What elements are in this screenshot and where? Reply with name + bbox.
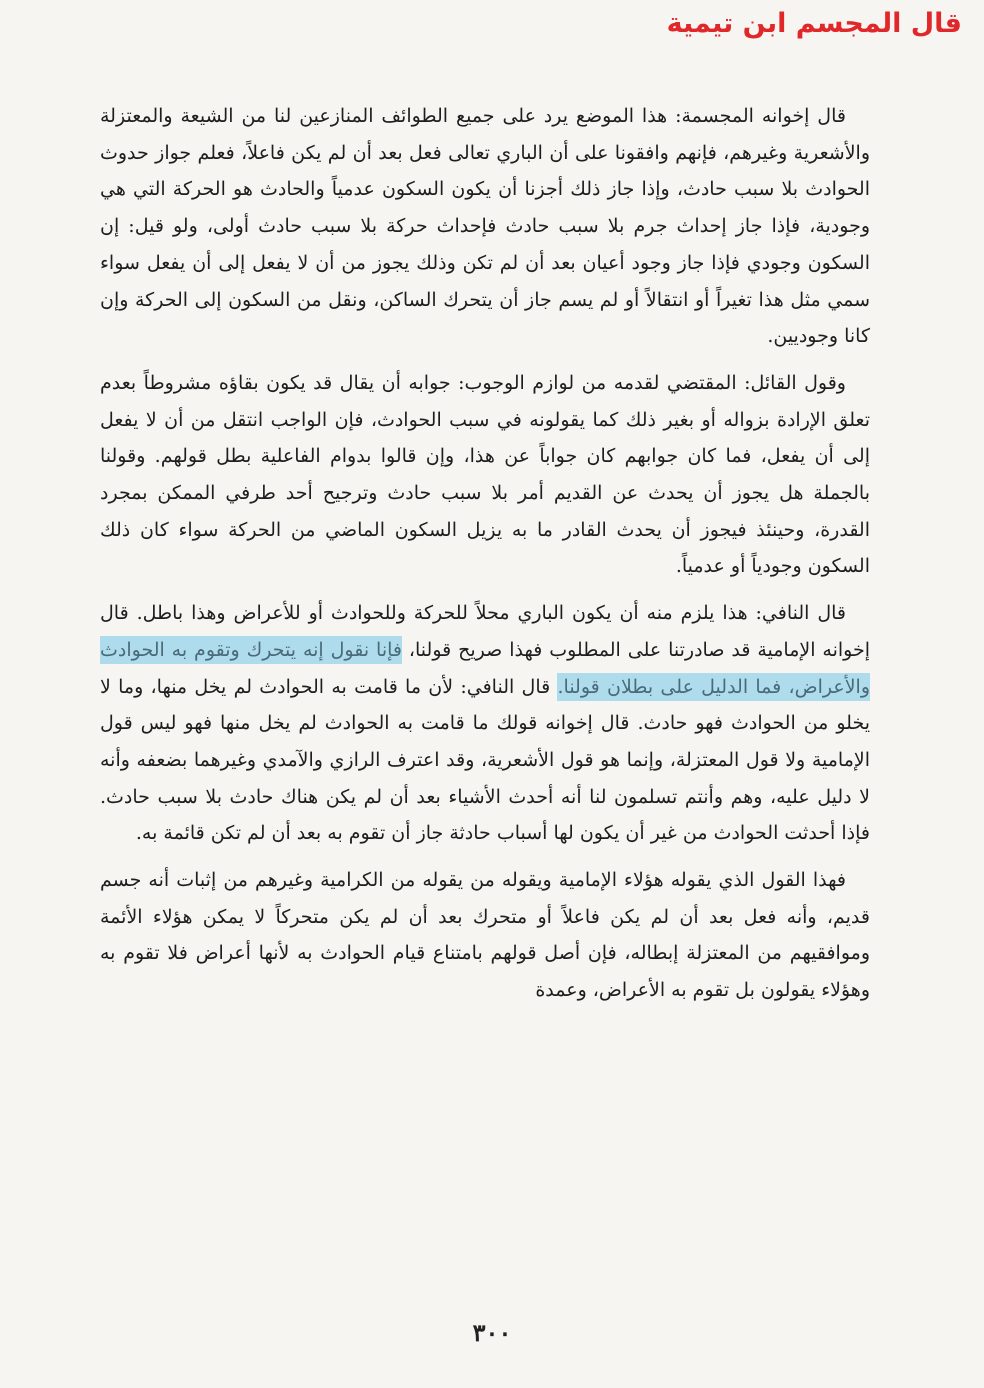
paragraph-1-text: قال إخوانه المجسمة: هذا الموضع يرد على جميع الطوائف المنازعين لنا من الشيعة والمعتزلة والأشعرية وغيرهم، فإنهم وافقونا على أن الباري تعالى فعل بعد أن لم يكن فاعلاً، فعلم جواز حدوث الحوادث بلا سبب حادث، وإذا جاز ذلك أجزنا أن يكون السكون عدمياً والحادث هو الحركة التي هي وجودية، فإذا جاز إحداث جرم بلا سبب حادث فإحداث حركة بلا سبب حادث أولى، ولو قيل: إن السكون وجودي فإذا جاز وجود أعيان بعد أن لم تكن وذلك يجوز من أن لا يفعل إلى أن يفعل سواء سمي مثل هذا تغيراً أو انتقالاً أو لم يسم جاز أن يتحرك الساكن، ونقل من السكون إلى الحركة وإن كانا وجوديين. xyxy=(100,105,870,348)
paragraph-4 xyxy=(100,862,870,1009)
page-number: ٣٠٠ xyxy=(472,1318,512,1347)
paragraph-4-text: فهذا القول الذي يقوله هؤلاء الإمامية ويقوله من يقوله من الكرامية وغيرهم من إثبات أنه جسم قديم، وأنه فعل بعد أن لم يكن فاعلاً أو متحرك بعد أن لم يكن متحركاً لا يمكن هؤلاء الأئمة وموافقيهم من المعتزلة إبطاله، فإن أصل قولهم بامتناع قيام الحوادث به لأنها أعراض فلا تقوم به وهؤلاء يقولون بل تقوم به الأعراض، وعمدة xyxy=(100,869,870,1002)
paragraph-2-text: وقول القائل: المقتضي لقدمه من لوازم الوجوب: جوابه أن يقال قد يكون بقاؤه مشروطاً بعدم تعلق الإرادة بزواله أو بغير ذلك كما يقولونه في سبب الحوادث، فإن الواجب انتقل من أن لا يفعل إلى أن يفعل، فما كان جوابهم كان جواباً عن هذا، وإن قالوا بدوام الفاعلية بطل قولهم. وقولنا بالجملة هل يجوز أن يحدث عن القديم أمر بلا سبب حادث وترجيح أحد طرفي الممكن بمجرد القدرة، وحينئذ فيجوز أن يحدث القادر ما به يزيل السكون الماضي من الحركة سواء كان ذلك السكون وجودياً أو عدمياً. xyxy=(100,371,870,578)
paragraph-3 xyxy=(100,595,870,852)
paragraph-3-text-end: قال النافي: لأن ما قامت به الحوادث لم يخل منها، وما لا يخلو من الحوادث فهو حادث. قال إخوانه قولك ما قامت به الحوادث لم يخل منها فهو ليس قول الإمامية ولا قول المعتزلة، وإنما هو قول الأشعرية، وقد اعترف الرازي والآمدي وغيرهما بضعفه وأنه لا دليل عليه، وهم وأنتم تسلمون لنا أنه أحدث الأشياء بعد أن لم يكن هناك حادث بلا سبب حادث. فإذا أحدثت الحوادث من غير أن يكون لها أسباب حادثة جاز أن تقوم به بعد أن لم تكن قائمة به. xyxy=(100,675,870,845)
page-header-title: قال المجسم ابن تيمية xyxy=(666,8,962,39)
body-text xyxy=(100,98,870,1009)
highlighted-text: فإنا نقول إنه يتحرك وتقوم به الحوادث والأعراض، فما الدليل على بطلان قولنا. xyxy=(100,636,870,701)
paragraph-3-text-start: قال النافي: هذا يلزم منه أن يكون الباري محلاً للحركة وللحوادث أو للأعراض وهذا باطل. قال إخوانه الإمامية قد صادرتنا على المطلوب فهذا صريح قولنا، xyxy=(100,602,871,661)
paragraph-1 xyxy=(100,98,870,355)
paragraph-2 xyxy=(100,365,870,585)
